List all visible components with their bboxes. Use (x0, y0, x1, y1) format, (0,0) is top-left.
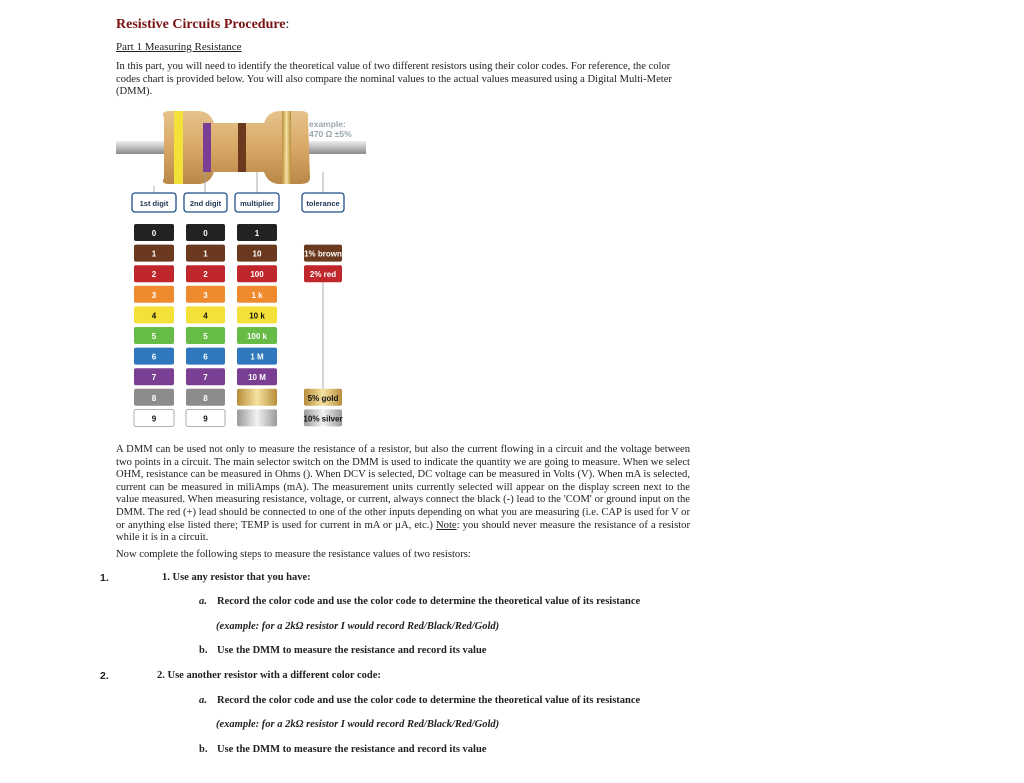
digit1-6-label: 6 (151, 352, 157, 362)
steps-intro: Now complete the following steps to measure the resistance values of two resistors: (116, 549, 471, 560)
header-1st-digit: 1st digit (139, 199, 169, 208)
digit1-0-label: 0 (151, 229, 157, 238)
step-2a: a. Record the color code and use the color code to determine the theoretical value of its resistance (199, 695, 641, 706)
multiplier-0-label: 1 (254, 229, 260, 238)
multiplier-1-label: 10 (252, 249, 262, 259)
page-title: Resistive Circuits Procedure: (116, 17, 290, 32)
digit2-0-label: 0 (203, 229, 208, 238)
step-1b: b. Use the DMM to measure the resistance and record its value (199, 645, 487, 656)
dmm-paragraph: A DMM can be used not only to measure the resistance of a resistor, but also the current flowing in a circuit and the voltage between two points in a circuit. The main selector switch on the DMM is used to indicate the quantity we are going to measure. When we select OHM, resistance can be measured in Ohms (). When DCV is selected, DC voltage can be measured in Volts (V). When mA is selected, current can be measured in miliAmps (mA). The measurement units currently selected will appear on the display screen next to the value measured. When measuring resistance, voltage, or current, always connect the black (-) lead to the 'COM' or ground input on the DMM. The red (+) lead should be connected to one of the other inputs depending on what you are measuring (i.e. CAP is used for V or or anything else listed there; TEMP is used for current in mA or µA, etc.) Note: you should never measure the resistance of a resistor while it is in a circuit. (116, 444, 690, 544)
multiplier-2-label: 100 (250, 270, 264, 280)
tolerance-brown-label: 1% brown (304, 249, 342, 259)
band-gold (282, 111, 291, 184)
step-2-title: 2. Use another resistor with a different color code: (157, 670, 381, 681)
digit2-8-label: 8 (203, 393, 208, 403)
step-2-number: 2. (100, 670, 109, 682)
part-title: Part 1 Measuring Resistance (116, 41, 242, 53)
digit1-7-label: 7 (151, 373, 157, 383)
chart-cells (134, 224, 343, 426)
color-code-chart (114, 106, 370, 436)
tolerance-gold-label: 5% gold (307, 393, 339, 403)
digit1-4-label: 4 (151, 311, 157, 321)
note-label: Note (436, 519, 457, 531)
digit1-1-label: 1 (151, 249, 157, 259)
digit2-2-label: 2 (203, 270, 208, 280)
digit2-1-label: 1 (203, 249, 208, 259)
digit1-8-label: 8 (151, 393, 157, 403)
example-value: 470 Ω ±5% (309, 129, 352, 139)
band-violet (203, 123, 211, 172)
step-1-title: 1. Use any resistor that you have: (162, 572, 311, 583)
intro-paragraph: In this part, you will need to identify the theoretical value of two different resistors using their color codes. For reference, the color codes chart is provided below. You will also compare the nominal values to the actual values measured using a Digital Multi-Meter (DMM). (116, 61, 672, 98)
example-label: example: (309, 119, 346, 129)
header-tolerance: tolerance (306, 199, 340, 208)
resistor-illustration (116, 111, 366, 193)
digit2-9-label: 9 (203, 414, 208, 424)
digit2-3-label: 3 (203, 290, 208, 300)
digit2-4-label: 4 (203, 311, 208, 321)
multiplier-silver-swatch (237, 409, 277, 426)
step-1a: a. Record the color code and use the color code to determine the theoretical value of its resistance (199, 596, 641, 607)
digit1-2-label: 2 (151, 270, 157, 280)
multiplier-6-label: 1 M (250, 352, 264, 362)
digit1-3-label: 3 (151, 290, 157, 300)
digit2-6-label: 6 (203, 352, 208, 362)
tolerance-silver-label: 10% silver (303, 414, 343, 424)
band-yellow (174, 111, 183, 184)
digit1-5-label: 5 (151, 332, 157, 341)
tolerance-red-label: 2% red (309, 270, 337, 280)
header-multiplier: multiplier (240, 199, 274, 208)
step-1-number: 1. (100, 572, 109, 584)
multiplier-7-label: 10 M (248, 373, 266, 383)
header-2nd-digit: 2nd digit (189, 199, 222, 208)
digit2-7-label: 7 (203, 373, 208, 383)
multiplier-5-label: 100 k (246, 332, 268, 341)
step-2b: b. Use the DMM to measure the resistance and record its value (199, 744, 487, 755)
band-brown (238, 123, 246, 172)
multiplier-4-label: 10 k (249, 311, 265, 321)
step-2-example: (example: for a 2kΩ resistor I would record Red/Black/Red/Gold) (216, 719, 500, 730)
step-1-example: (example: for a 2kΩ resistor I would record Red/Black/Red/Gold) (216, 621, 500, 632)
chart-headers (132, 193, 344, 212)
digit2-5-label: 5 (203, 332, 208, 341)
multiplier-gold-swatch (237, 389, 277, 406)
digit1-9-label: 9 (151, 414, 157, 424)
multiplier-3-label: 1 k (251, 290, 263, 300)
